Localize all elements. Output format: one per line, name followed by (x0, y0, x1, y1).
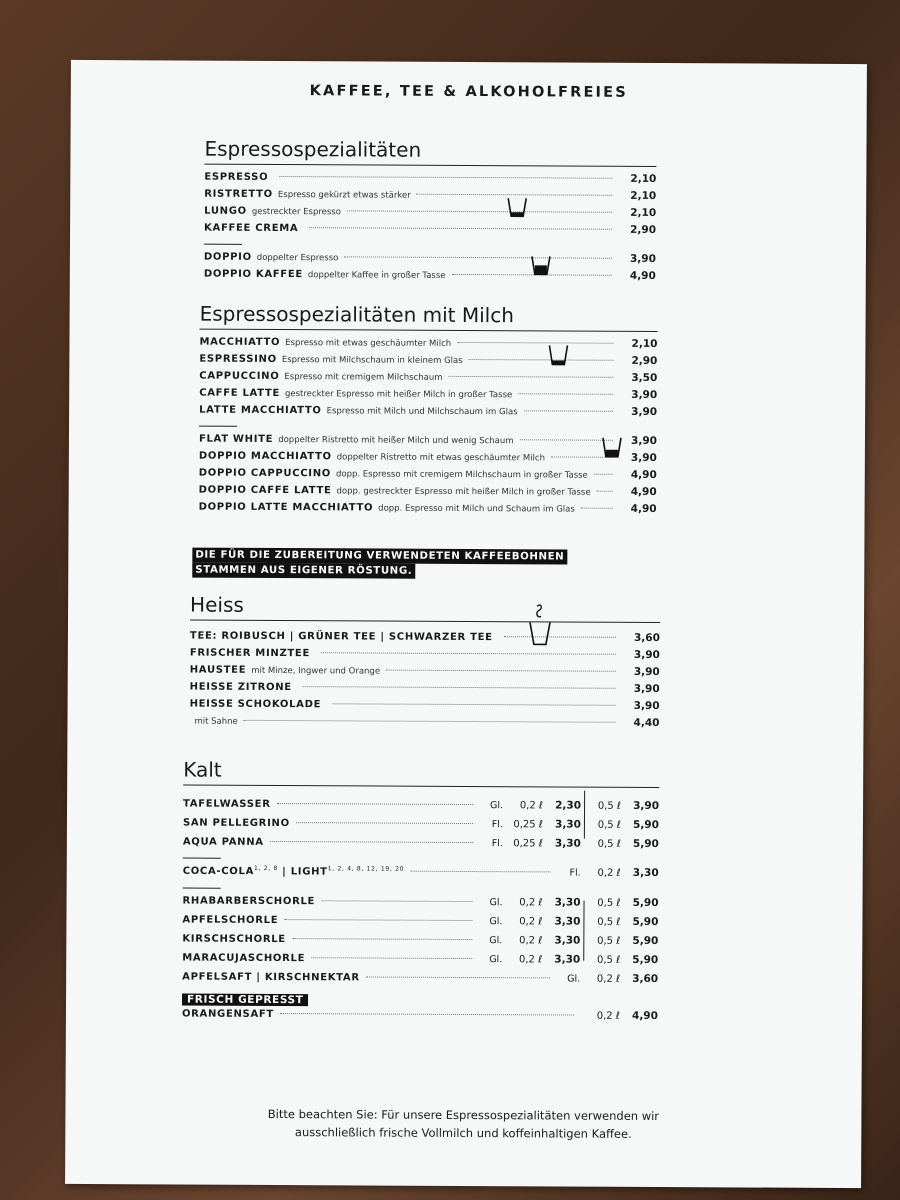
item-name: DOPPIO MACCHIATTO (198, 450, 332, 463)
item-price-small: 3,30 (554, 818, 581, 831)
dot-leader (284, 919, 472, 921)
list-item (204, 268, 656, 287)
dot-leader (469, 359, 614, 361)
dot-leader (296, 822, 473, 824)
section-milch (199, 302, 658, 520)
divider (183, 888, 221, 889)
item-description: gestreckter Espresso mit heißer Milch in großer Tasse (284, 389, 513, 401)
item-price: 2,10 (630, 189, 657, 202)
item-price-large: 5,90 (632, 953, 659, 967)
section-title: Espressospezialitäten mit Milch (200, 302, 658, 332)
cola-light: LIGHT (290, 866, 328, 878)
item-price-small: 3,30 (554, 934, 581, 947)
list-item (182, 952, 658, 973)
list-item (182, 971, 658, 990)
list-item (182, 1008, 658, 1027)
item-price: 3,30 (632, 867, 659, 880)
item-price-large: 5,90 (632, 915, 659, 929)
dot-leader (366, 976, 550, 978)
list-item (182, 914, 658, 935)
item-type: Fl. (569, 867, 581, 879)
item-description: doppelter Kaffee in großer Tasse (307, 270, 446, 281)
item-price: 3,90 (629, 252, 656, 265)
item-description: doppelter Ristretto mit etwas geschäumter Milch (336, 452, 546, 464)
dot-leader (504, 636, 616, 638)
item-name: KAFFEE CREMA (204, 222, 299, 235)
item-name: RHABARBERSCHORLE (182, 895, 316, 908)
divider (199, 426, 237, 427)
item-name: RISTRETTO (204, 188, 273, 200)
item-name: FRISCHER MINZTEE (189, 647, 311, 660)
milch-group-1 (199, 336, 657, 423)
list-item (183, 817, 659, 838)
dot-leader (581, 508, 613, 509)
item-description: gestreckter Espresso (251, 206, 341, 218)
item-description: dopp. Espresso mit Milch und Schaum im Glas (378, 503, 575, 515)
item-description: doppelter Ristretto mit heißer Milch und wenig Schaum (278, 435, 514, 447)
cola-footnote: 1, 2, 8 (254, 864, 279, 873)
dot-leader (347, 210, 612, 212)
item-volume-small: 0,2 ℓ (519, 916, 543, 928)
cola-name: COCA-COLA (182, 865, 255, 878)
item-price-large: 5,90 (632, 896, 659, 910)
doppio-cup-icon (530, 254, 552, 278)
item-description: mit Sahne (194, 716, 238, 727)
item-price: 3,90 (631, 434, 657, 447)
footer-note (65, 1104, 861, 1144)
item-volume: 0,2 ℓ (596, 1010, 620, 1022)
item-price: 4,40 (633, 716, 660, 730)
item-volume-large: 0,5 ℓ (597, 897, 621, 909)
item-description: Espresso mit etwas geschäumter Milch (285, 338, 452, 349)
item-price: 3,90 (633, 699, 660, 713)
item-volume-small: 0,2 ℓ (518, 954, 543, 966)
dot-leader (280, 1013, 574, 1016)
heiss-list (189, 630, 660, 734)
item-name: DOPPIO LATTE MACCHIATTO (198, 501, 374, 514)
coffee-notice (192, 548, 567, 580)
item-volume-small: 0,25 ℓ (513, 819, 543, 831)
macchiato-glass-icon (547, 343, 569, 367)
item-volume-large: 0,5 ℓ (597, 838, 621, 850)
flat-white-glass-icon (601, 436, 623, 460)
item-price-small: 3,30 (554, 915, 581, 928)
list-item (183, 865, 659, 884)
item-description: Espresso mit Milch und Milchschaum im Glas (326, 406, 518, 418)
dot-leader (524, 410, 614, 411)
item-price: 4,90 (630, 502, 657, 515)
dot-leader (311, 957, 472, 959)
item-volume-small: 0,2 ℓ (519, 800, 544, 812)
item-price: 3,50 (631, 371, 658, 384)
divider (204, 244, 242, 245)
list-item (199, 404, 657, 423)
item-price-large: 3,90 (633, 799, 660, 813)
item-price: 3,90 (630, 451, 657, 464)
page-title: KAFFEE, TEE & ALKOHOLFREIES (309, 83, 628, 101)
item-name: SAN PELLEGRINO (182, 817, 290, 830)
item-price: 4,90 (630, 485, 657, 498)
dot-leader (321, 652, 616, 655)
item-price: 3,60 (633, 631, 660, 645)
footer-line-1: Bitte beachten Sie: Für unsere Espressospezialitäten verwenden wir (267, 1106, 660, 1124)
frisch-gepresst-label: FRISCH GEPRESST (182, 994, 308, 1007)
item-name: HAUSTEE (189, 664, 247, 676)
section-title: Espressospezialitäten (204, 137, 656, 167)
item-volume-large: 0,5 ℓ (597, 935, 621, 947)
menu-page (65, 60, 867, 1188)
item-price-small: 3,30 (554, 837, 581, 850)
dot-leader (303, 686, 616, 689)
item-price-large: 5,90 (632, 934, 659, 948)
milch-group-2 (199, 433, 657, 520)
footer-line-2: ausschließlich frische Vollmilch und koffeinhaltigen Kaffee. (294, 1125, 632, 1141)
item-price: 2,10 (630, 206, 657, 219)
list-item (183, 798, 659, 819)
item-price: 2,10 (631, 337, 658, 350)
item-price: 3,90 (631, 405, 658, 418)
item-price: 4,90 (631, 1009, 658, 1023)
item-name: ORANGENSAFT (181, 1008, 274, 1020)
item-volume-small: 0,2 ℓ (519, 897, 543, 909)
dot-leader (594, 474, 613, 475)
hot-tea-cup-icon (527, 600, 553, 648)
item-price-large: 5,90 (632, 837, 659, 851)
item-price: 3,90 (633, 665, 660, 679)
dot-leader (386, 670, 616, 672)
dot-leader (309, 227, 612, 230)
item-price-large: 5,90 (632, 818, 659, 832)
dot-leader (449, 376, 614, 378)
dot-leader (332, 703, 615, 705)
item-price: 3,90 (631, 388, 658, 401)
list-item (183, 836, 659, 857)
item-name: MACCHIATTO (199, 336, 281, 349)
item-description: doppelter Espresso (256, 252, 339, 264)
notice-line-1: DIE FÜR DIE ZUBEREITUNG VERWENDETEN KAFFEEBOHNEN (192, 548, 567, 565)
item-volume: 0,2 ℓ (596, 973, 621, 985)
item-volume-large: 0,5 ℓ (596, 954, 621, 966)
list-item (199, 501, 657, 520)
item-name: AQUA PANNA (182, 836, 264, 848)
item-name: CAPPUCCINO (199, 370, 280, 383)
dot-leader (244, 720, 616, 723)
dot-leader (270, 841, 473, 843)
item-price: 3,90 (633, 648, 660, 662)
water-list (183, 798, 659, 857)
item-type: Fl. (491, 838, 503, 850)
espresso-group-1 (204, 171, 656, 241)
item-price: 2,90 (630, 223, 657, 236)
item-volume-large: 0,5 ℓ (597, 819, 621, 831)
list-item (182, 933, 658, 954)
notice-line-2: STAMMEN AUS EIGENER RÖSTUNG. (192, 563, 415, 579)
dot-leader (597, 491, 613, 492)
item-name: FLAT WHITE (198, 433, 274, 445)
item-name: TAFELWASSER (183, 798, 271, 810)
item-volume: 0,2 ℓ (597, 868, 621, 880)
item-type: Gl. (489, 800, 504, 812)
item-description: Espresso mit Milchschaum in kleinem Glas (281, 355, 463, 366)
item-name: MARACUJASCHORLE (182, 952, 306, 965)
section-title: Heiss (190, 593, 660, 623)
item-name: LUNGO (204, 205, 247, 217)
item-type: Gl. (567, 973, 581, 985)
dot-leader (457, 342, 613, 344)
dot-leader (279, 176, 612, 179)
list-item (189, 715, 659, 734)
list-item (182, 895, 658, 916)
item-name: APFELSAFT | KIRSCHNEKTAR (182, 971, 360, 984)
item-description: Espresso gekürzt etwas stärker (277, 190, 411, 201)
espresso-group-2 (204, 251, 656, 287)
item-price: 2,10 (630, 172, 657, 185)
espresso-cup-icon (506, 196, 528, 220)
light-footnote: 1, 2, 4, 8, 12, 19, 20 (327, 865, 405, 873)
item-type: Gl. (489, 897, 503, 909)
item-description: Espresso mit cremigem Milchschaum (284, 372, 443, 383)
item-name: APFELSCHORLE (182, 914, 279, 927)
item-description: dopp. gestreckter Espresso mit heißer Milch in großer Tasse (336, 486, 591, 498)
item-price: 4,90 (630, 468, 657, 481)
section-title: Kalt (183, 758, 659, 788)
item-name: DOPPIO CAPPUCCINO (198, 467, 332, 480)
item-name: COCA-COLA$^{1, 2, 8}$ | LIGHT$^{1, 2, 4, 8, 12, 19, 20}$ (182, 864, 405, 878)
schorle-list (182, 895, 658, 973)
item-name: CAFFE LATTE (199, 387, 281, 400)
section-kalt (182, 758, 659, 1027)
item-price-small: 3,30 (554, 896, 581, 909)
dot-leader (344, 256, 612, 258)
item-name: DOPPIO (203, 251, 252, 263)
item-name: HEISSE ZITRONE (189, 681, 292, 694)
dot-leader (410, 871, 551, 873)
dot-leader (321, 900, 472, 902)
item-volume-large: 0,5 ℓ (597, 800, 622, 812)
item-volume-small: 0,25 ℓ (513, 838, 543, 850)
item-name: KIRSCHSCHORLE (182, 933, 286, 946)
item-price: 3,90 (633, 682, 660, 696)
dot-leader (292, 938, 473, 940)
item-type: Gl. (489, 954, 503, 966)
item-type: Gl. (489, 916, 503, 928)
item-type: Gl. (489, 935, 503, 947)
section-heiss (189, 593, 660, 734)
item-price-small: 2,30 (555, 799, 582, 812)
item-description: dopp. Espresso mit cremigem Milchschaum in großer Tasse (335, 469, 588, 481)
item-type: Fl. (491, 819, 503, 831)
item-name: TEE: ROIBUSCH | GRÜNER TEE | SCHWARZER TEE (189, 630, 493, 644)
item-description: mit Minze, Ingwer und Orange (251, 665, 381, 677)
list-item (204, 222, 656, 241)
dot-leader (520, 439, 613, 440)
item-name: DOPPIO KAFFEE (203, 268, 303, 281)
item-price: 3,60 (632, 972, 659, 986)
item-name: DOPPIO CAFFE LATTE (198, 484, 332, 497)
item-name: HEISSE SCHOKOLADE (189, 698, 322, 711)
dot-leader (518, 393, 613, 394)
item-price: 2,90 (631, 354, 658, 367)
item-name: ESPRESSO (204, 171, 269, 183)
item-name: LATTE MACCHIATTO (199, 404, 322, 417)
section-espresso (204, 137, 657, 287)
dot-leader (277, 803, 473, 805)
divider (183, 858, 221, 859)
item-volume-large: 0,5 ℓ (597, 916, 621, 928)
item-price-small: 3,30 (554, 953, 581, 966)
item-name: ESPRESSINO (199, 353, 277, 366)
item-volume-small: 0,2 ℓ (519, 935, 543, 947)
item-price: 4,90 (629, 269, 656, 282)
